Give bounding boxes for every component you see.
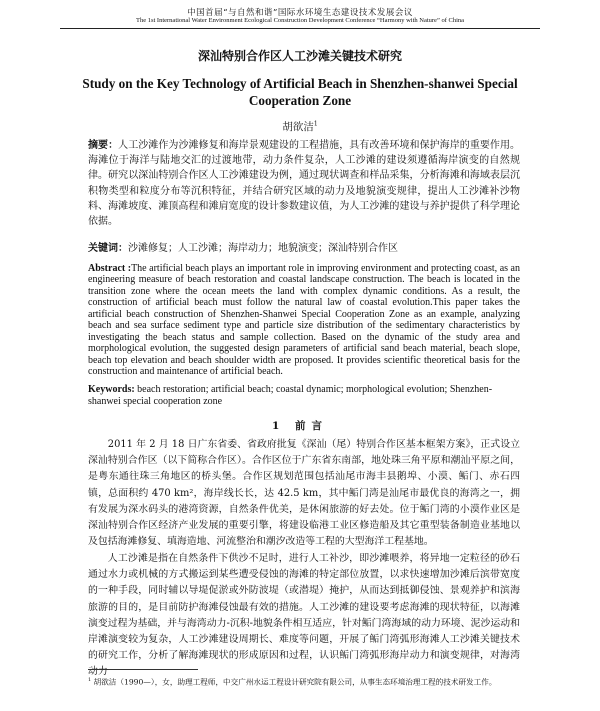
author-name: 胡欲洁 bbox=[282, 121, 314, 133]
conference-header-en: The 1st International Water Environment Ecological Construction Development Conference “Harmony with Nature” of China bbox=[135, 17, 465, 24]
footnote-mark: 1 bbox=[88, 677, 92, 683]
abstract-en-label: Abstract : bbox=[88, 263, 132, 274]
abstract-en bbox=[88, 263, 520, 378]
abstract-cn-label: 摘要： bbox=[88, 140, 119, 151]
abstract-cn bbox=[88, 138, 520, 229]
keywords-cn-label: 关键词： bbox=[88, 243, 128, 254]
author-footnote-mark: 1 bbox=[313, 120, 318, 128]
footnote-text: 胡欲洁（1990—），女，助理工程师，中交广州水运工程设计研究院有限公司，从事生态环境治理工程的技术研发工作。 bbox=[93, 677, 497, 687]
footnote bbox=[88, 674, 520, 689]
section-heading-introduction: 1 前言 bbox=[272, 420, 328, 432]
abstract-cn-text: 人工沙滩作为沙滩修复和海岸景观建设的工程措施，具有改善环境和保护海岸的重要作用。海滩位于海洋与陆地交汇的过渡地带，动力条件复杂，人工沙滩的建设须遵循海岸演变的自然规律。研究以深汕特别合作区人工沙滩建设为例，通过现状调查和样品采集，分析海滩和海域表层沉积物类型和粒度分布等沉积特征，并结合研究区域的动力及地貌演变规律，提出人工沙滩补沙物料、海滩坡度、滩顶高程和滩肩宽度的设计参数建议值，为人工沙滩的建设与养护提供了科学理论依据。 bbox=[88, 140, 521, 228]
header-divider bbox=[60, 28, 540, 29]
author-line bbox=[0, 119, 600, 134]
footnote-divider bbox=[88, 669, 198, 670]
keywords-cn-text: 沙滩修复；人工沙滩；海岸动力；地貌演变；深汕特别合作区 bbox=[128, 243, 398, 254]
conference-header-cn: 中国首届“与自然和谐”国际水环境生态建设技术发展会议 bbox=[187, 8, 413, 18]
body-paragraph-2: 人工沙滩是指在自然条件下供沙不足时，进行人工补沙，即沙滩喂养，将异地一定粒径的砂石通过水力或机械的方式搬运到某些遭受侵蚀的海滩的特定部位放置，以求快速增加沙滩后滨带宽度的一种手段，同时辅以导堤促淤或外防波堤（或潜堤）掩护，从而达到抵御侵蚀、景观养护和滨海旅游的目的，是目前防护海滩侵蚀最有效的措施。人工沙滩的建设要考虑海滩的现状特征，以海滩演变过程为基础，并与海湾动力-沉积-地貌条件相互适应，针对鲘门湾海域的动力环境、泥沙运动和岸滩演变较为复杂，人工沙滩建设周期长、难度等问题，开展了鲘门湾弧形海滩人工沙滩关键技术的研究工作，分析了解海滩现状的形成原因和过程，认识鲘门湾弧形海岸动力和演变规律，对海湾动力 bbox=[88, 553, 520, 678]
keywords-cn bbox=[88, 242, 520, 256]
paper-title-cn: 深汕特别合作区人工沙滩关键技术研究 bbox=[197, 49, 402, 63]
body-paragraph-1: 2011 年 2 月 18 日广东省委、省政府批复《深汕（尾）特别合作区基本框架方案》，正式设立深汕特别合作区（以下简称合作区）。合作区位于广东省东南部，地处珠三角平原和潮汕平原之间，是粤东通往珠三角地区的桥头堡。合作区规划范围包括汕尾市海丰县鹅埠、小漠、鲘门、赤石四镇，总面积约 470 km²，海岸线长长，达 42.5 km，其中鲘门湾是汕尾市最优良的海湾之一，拥有发展为深水码头的港湾资源，自然条件优美，是休闲旅游的好去处。位于鲘门湾的小漠作业区是深汕特别合作区经济产业发展的重要引擎，将建设临港工业区修造船及其它重型装备制造业基地以及包括海滩修复、填海造地、河流整治和潮汐改造等工程的大型海洋工程基地。 bbox=[88, 439, 520, 548]
abstract-en-text: The artificial beach plays an important role in improving environment and protecting coast, as an engineering measure of beach restoration and coastal landscape construction. The beach is located in the transition zone where the ocean meets the land with complex dynamic conditions. As a result, the construction of artificial beach must follow the natural law of coastal evolution.This paper takes the artificial beach construction of Shenzhen-Shanwei Special Cooperation Zone as an example, analyzing beach and sea surface sediment type and particle size distribution of the sedimentary characteristics by investigating the beach status and sample collection. Based on the dynamic of the study area and morphological evolution, the suggested design parameters of artificial sand beach material, beach slope, beach top elevation and beach shoulder width are proposed. It provides scientific theoretical basis for the construction and maintenance of artificial beach. bbox=[88, 263, 520, 378]
keywords-en-label: Keywords: bbox=[88, 384, 135, 395]
keywords-en-text: beach restoration; artificial beach; coastal dynamic; morphological evolution; Shenzhen-shanwei special cooperation zone bbox=[88, 384, 493, 407]
keywords-en bbox=[88, 384, 520, 407]
paper-title-en: Study on the Key Technology of Artificial Beach in Shenzhen-shanwei Special Cooperation Zone bbox=[82, 76, 518, 108]
